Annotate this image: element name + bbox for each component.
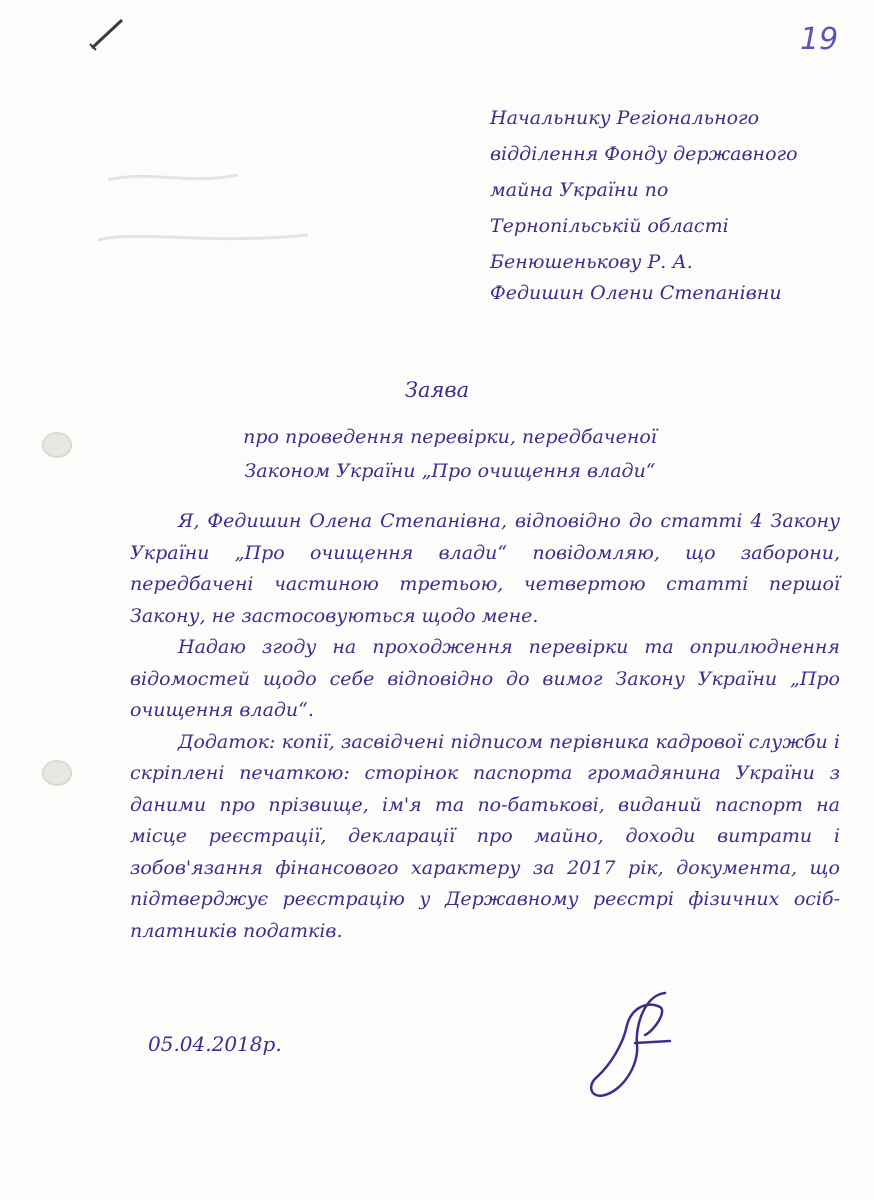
addressee-line: Бенюшенькову Р. А.: [490, 251, 693, 273]
page-number: 19: [800, 22, 839, 57]
subtitle-line: Законом України „Про очищення влади“: [244, 460, 656, 482]
signature: [575, 985, 685, 1105]
attachment-paragraph: Додаток: копії, засвідчені підписом перівника кадрової служби і скріплені печаткою: сторінок паспорта громадянина України з даними про прізвище, ім'я та по-батькові, виданий паспорт на місце реєстрації, декларації про майно, доходи витрати і зобов'язання фінансового характеру за 2017 рік, документа, що підтверджує реєстрацію у Державному реєстрі фізичних осіб-платників податків.: [130, 730, 840, 942]
statement-paragraph: Я, Федишин Олена Степанівна, відповідно до статті 4 Закону України „Про очищення влади“ повідомляю, що заборони, передбачені частиною третьою, четвертою статті першої Закону, не застосовуються щодо мене.: [130, 510, 840, 627]
consent-paragraph: Надаю згоду на проходження перевірки та оприлюднення відомостей щодо себе відповідно до вимог Закону України „Про очищення влади“.: [130, 636, 840, 721]
addressee-line: майна України по: [490, 179, 669, 201]
date: 05.04.2018р.: [148, 1032, 282, 1056]
punch-hole: [42, 432, 72, 458]
subtitle-line: про проведення перевірки, передбаченої: [243, 426, 657, 448]
addressee-line: Начальнику Регіонального: [490, 107, 760, 129]
statement-body: [130, 506, 840, 947]
addressee-block: [490, 100, 820, 280]
addressee-line: відділення Фонду державного: [490, 143, 798, 165]
punch-hole: [42, 760, 72, 786]
document-title: Заява: [404, 378, 470, 402]
faint-stamp-mark: [88, 150, 328, 270]
document-subtitle: [170, 420, 730, 488]
staple-icon: [86, 14, 128, 54]
addressee-line: Тернопільській області: [490, 215, 729, 237]
applicant-name: Федишин Олени Степанівни: [490, 282, 782, 304]
